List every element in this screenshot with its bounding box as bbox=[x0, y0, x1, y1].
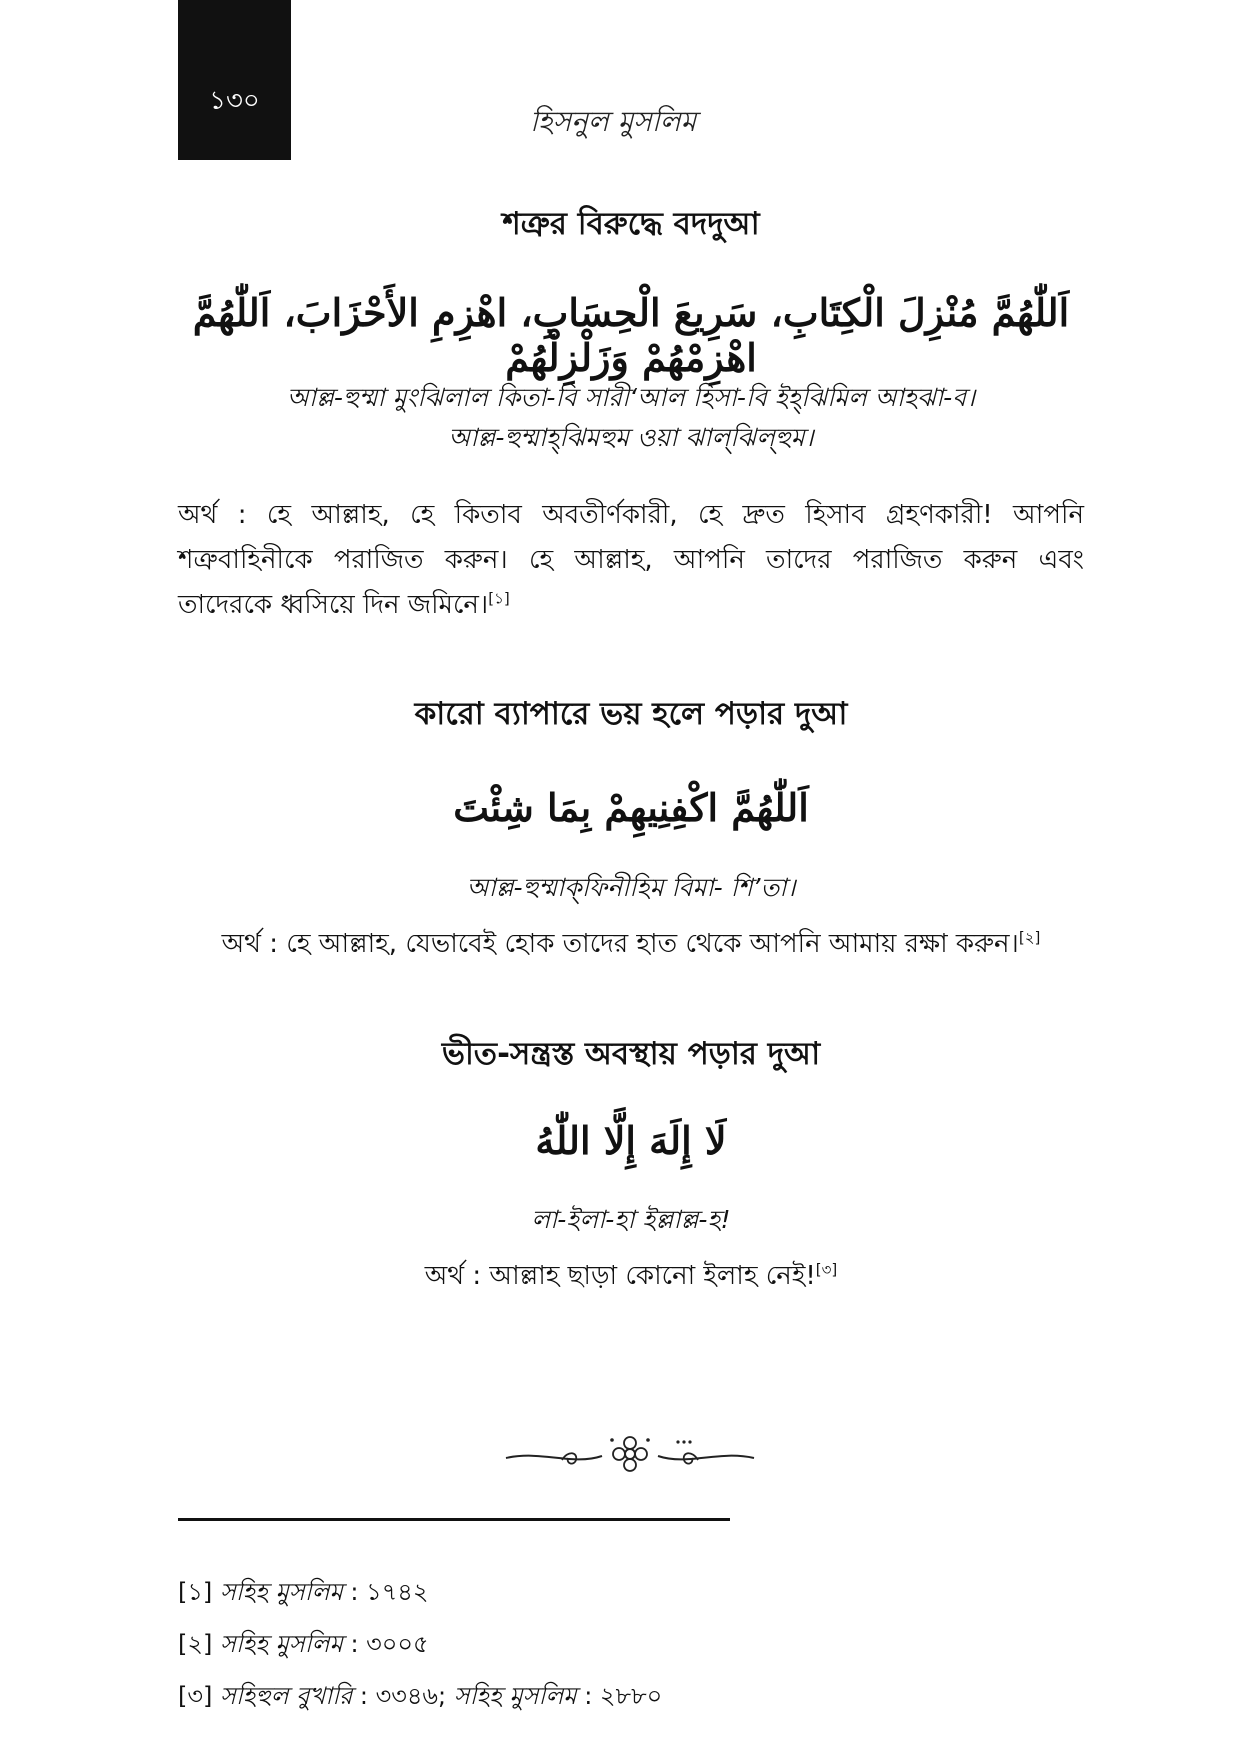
footnote-marker: [৩] bbox=[178, 1682, 213, 1710]
footnote-ref-3[interactable]: [৩] bbox=[815, 1260, 838, 1279]
transliteration-line: আল্ল-হুম্মাক্‌ফিনীহিম বিমা- শি’তা। bbox=[466, 873, 796, 902]
section-2-title: কারো ব্যাপারে ভয় হলে পড়ার দুআ bbox=[414, 696, 848, 732]
footnote-2 bbox=[178, 1626, 429, 1666]
section-2-meaning bbox=[178, 922, 1084, 967]
page-number: ১৩০ bbox=[209, 86, 260, 116]
section-1-title: শত্রুর বিরুদ্ধে বদদুআ bbox=[502, 206, 760, 242]
footnote-source: সহিহ মুসলিম bbox=[219, 1630, 343, 1658]
meaning-line: তাদেরকে ধ্বসিয়ে দিন জমিনে। bbox=[178, 590, 489, 620]
footnote-ref-text: : ৩৩৪৬; bbox=[352, 1682, 454, 1710]
meaning-line: অর্থ : হে আল্লাহ, হে কিতাব অবতীর্ণকারী, হে দ্রুত হিসাব গ্রহণকারী! আপনি bbox=[178, 500, 1084, 530]
section-3-meaning bbox=[178, 1254, 1084, 1299]
footnote-1 bbox=[178, 1574, 428, 1614]
footnote-ref-1[interactable]: [১] bbox=[488, 589, 510, 608]
floral-ornament-icon bbox=[502, 1430, 758, 1480]
footnote-ref-text: : ৩০০৫ bbox=[342, 1630, 429, 1658]
section-2-arabic: اَللّٰهُمَّ اكْفِنِيهِمْ بِمَا شِئْتَ bbox=[453, 785, 809, 830]
meaning-line: অর্থ : হে আল্লাহ, যেভাবেই হোক তাদের হাত থেকে আপনি আমায় রক্ষা করুন। bbox=[221, 929, 1019, 959]
section-2-transliteration bbox=[178, 868, 1084, 908]
footnote-marker: [২] bbox=[178, 1630, 213, 1658]
section-3-transliteration bbox=[178, 1200, 1084, 1240]
footnote-source: সহিহুল বুখারি bbox=[219, 1682, 353, 1710]
footnote-ref-text: : ১৭৪২ bbox=[342, 1578, 429, 1606]
transliteration-line: লা-ইলা-হা ইল্লাল্ল-হ! bbox=[531, 1205, 731, 1234]
footnote-marker: [১] bbox=[178, 1578, 213, 1606]
section-3-title: ভীত-সন্ত্রস্ত অবস্থায় পড়ার দুআ bbox=[441, 1036, 821, 1072]
section-1-arabic: اَللّٰهُمَّ مُنْزِلَ الْكِتَابِ، سَرِيعَ الْحِسَابِ، اهْزِمِ الأَحْزَابَ، اَللّٰهُمَّ اهْزِمْهُمْ وَزَلْزِلْهُمْ bbox=[192, 290, 1070, 380]
footnote-source: সহিহ মুসলিম bbox=[219, 1578, 343, 1606]
meaning-line: অর্থ : আল্লাহ ছাড়া কোনো ইলাহ নেই! bbox=[424, 1261, 816, 1291]
transliteration-line: আল্ল-হুম্মাহ্‌ঝিমহুম ওয়া ঝাল্‌ঝিল্‌হুম। bbox=[448, 423, 814, 452]
section-3-arabic: لَا إِلَهَ إِلَّا اللّٰهُ bbox=[535, 1118, 727, 1163]
footnote-3 bbox=[178, 1678, 662, 1718]
page-number-tab bbox=[178, 0, 291, 160]
running-title: হিসনুল মুসলিম bbox=[530, 105, 697, 138]
meaning-line: শত্রুবাহিনীকে পরাজিত করুন। হে আল্লাহ, আপনি তাদের পরাজিত করুন এবং bbox=[178, 545, 1084, 575]
section-1-transliteration bbox=[178, 378, 1084, 458]
footnote-separator bbox=[178, 1518, 730, 1521]
footnote-ref-text: : ২৮৮০ bbox=[576, 1682, 663, 1710]
footnote-source: সহিহ মুসলিম bbox=[453, 1682, 577, 1710]
footnote-ref-2[interactable]: [২] bbox=[1018, 928, 1041, 947]
section-1-meaning bbox=[178, 493, 1084, 628]
transliteration-line: আল্ল-হুম্মা মুংঝিলাল কিতা-বি সারী‘আল হিসা-বি ইহ্‌ঝিমিল আহঝা-ব। bbox=[286, 383, 976, 412]
